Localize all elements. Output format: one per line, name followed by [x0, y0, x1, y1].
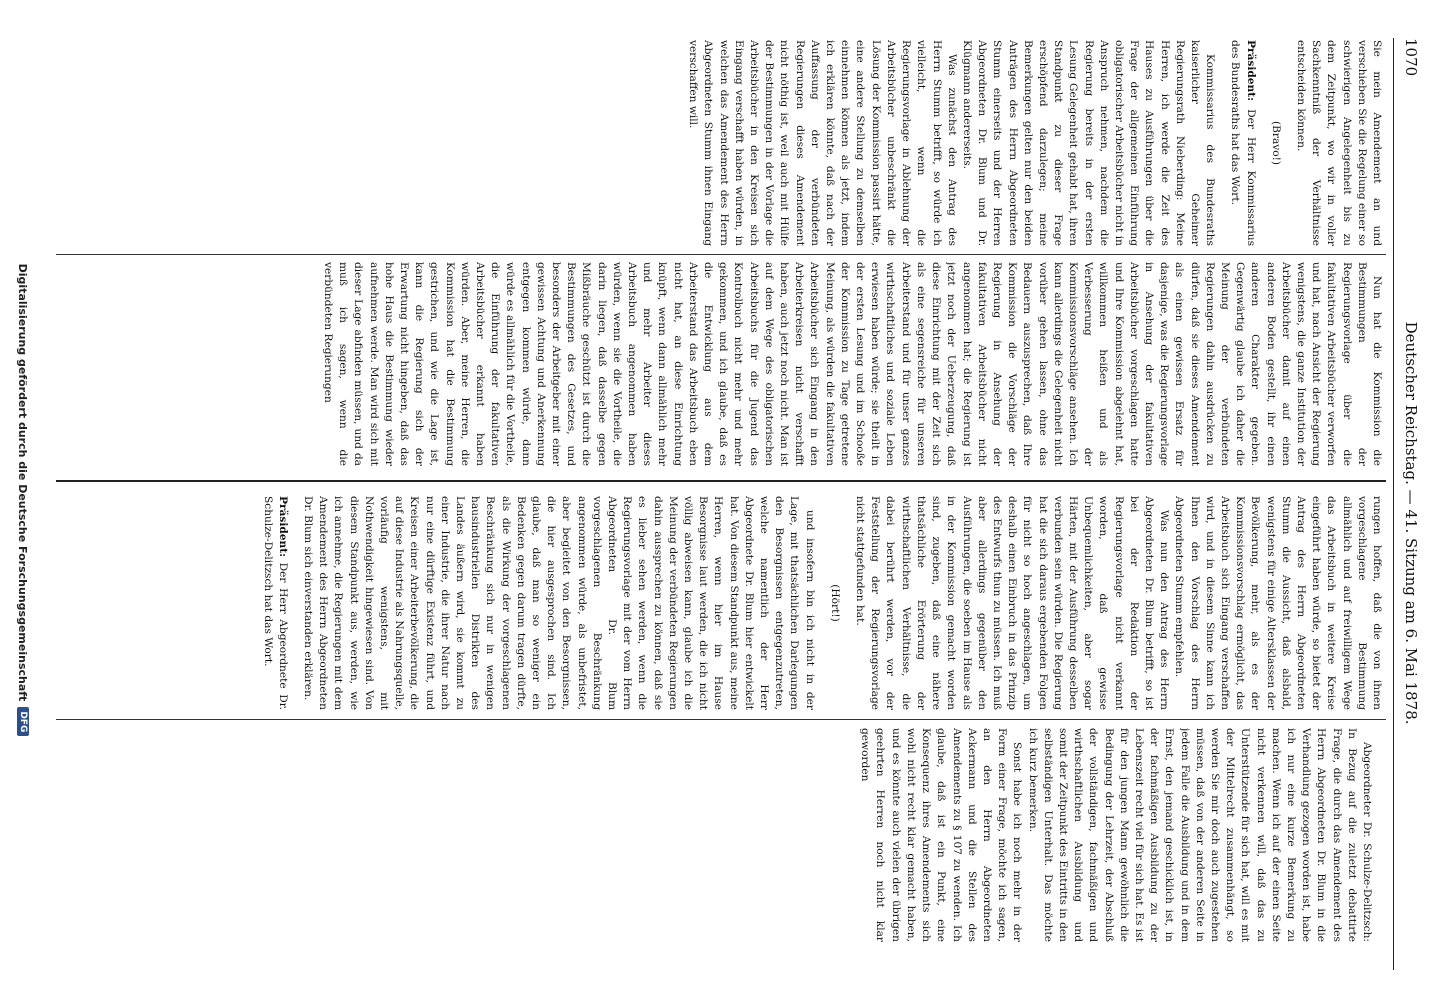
column-divider — [56, 254, 1386, 255]
page-center-divider — [56, 480, 1386, 482]
paragraph: Präsident: Der Herr Abgeordnete Dr. Schulze-Delitzsch hat das Wort. — [261, 496, 289, 710]
header-title: Deutscher Reichstag. — 41. Sitzung am 6. Mai 1878. — [1402, 321, 1420, 725]
paragraph: und insofern bin ich nicht in der Lage, mit thatsächlichen Darlegungen den Besorgnissen entgegenzutreten, welche namentlich der Herr Abgeordnete Dr. Blum hier entwickelt hat. Von diesem Standpunkt aus, meine Herren, wenn hier im Hause Besorgnisse laut werden, die ich nicht völlig abweisen kann, glaube ich die Meinung der verbündeten Regierungen dahin aussprechen zu können, daß sie es lieber sehen werden, wenn die Regierungsvorlage mit der vom Herrn Abgeordneten Dr. Blum vorgeschlagenen Beschränkung angenommen würde, als unbefristet, aber begleitet von den Besorgnissen, die hier ausgesprochen sind. Ich glaube, daß man so weniger ein Bedenken gegen darum tragen dürfte, als die Wirkung der vorgeschlagenen Beschränkung sich nur in wenigen hausindustriellen Distrikten des Landes äußern wird, sie kommt zu einer Industrie, die ihrer Natur nach nur eine dürftige Existenz führt, und Kreisen einer Arbeiterbevölkerung, die auf diese Industrie als Nahrungsquelle, vorläufig wenigstens, mit Nothwendigkeit hingewiesen sind. Von diesem Standpunkt aus, werden, wie ich annehme, die Regierungen mit dem Amendement des Herrn Abgeordneten Dr. Blum sich einverstanden erklären. — [301, 496, 816, 710]
paragraph: Nun hat die Kommission die Bestimmungen der Regierungsvorlage über die fakultativen Arbeitsbücher verworfen und hat, nach Ansicht der Regierung wenigstens, die ganze Institution der Arbeitsbücher damit auf einen anderen Boden gestellt, ihr einen anderen Charakter gegeben. Gegenwärtig glaube ich daher die Meinung der verbündeten Regierungen dahin ausdrücken zu dürfen, daß sie dieses Amendement als einen gewissen Ersatz für dasjenige, was die Regierungsvorlage in Ansehung der fakultativen Arbeitsbücher vorgeschlagen hatte und Ihre Kommission abgelehnt hat, willkommen heißen und als Verbesserung der Kommissionsvorschläge ansehen. Ich kann allerdings die Gelegenheit nicht vorüber gehen lassen, ohne das Bedauern auszusprechen, daß Ihre Kommission die Vorschläge der Regierung in Ansehung der fakultativen Arbeitsbücher nicht angenommen hat; die Regierung ist jetzt noch der Ueberzeugung, daß diese Einrichtung mit der Zeit sich als eine segensreiche für unseren Arbeiterstand und für unser ganzes wirthschaftliches und soziale Leben erwiesen haben würde; sie theilt in der ersten Lesung und im Schooße der Kommission zu Tage getretene Meinung, als würden die fakultativen Arbeitsbücher sich Eingang in den Arbeiterkreisen nicht verschafft haben, auch jetzt noch nicht. Man ist auf dem Wege des obligatorischen Arbeitsbuchs für die Jugend das Kontrolbuch nicht mehr und mehr gekommen, und ich glaube, daß es die Entwicklung aus dem Arbeiterstand das Arbeitsbuch eben nicht hat, an diese Einrichtung knüpft, wenn dann allmählich mehr und mehr Arbeiter dieses Arbeitsbuch angenommen haben würden, wenn sie die Vortheile, die darin liegen, daß dasselbe gegen Mißbräuche geschützt ist durch die Bestimmungen des Gesetzes, und besonders der Arbeitgeber mit einer gewissen Achtung und Anerkennung entgegen kommen würde, dann würde es allmählich für die Vortheile, die Einführung der fakultativen Arbeitsbücher erkannt haben würden. Aber, meine Herren, die Kommission hat die Bestimmung gestrichen, und wie die Lage ist, kann die Regierung sich der Erwartung nicht hingeben, daß das hohe Haus die Bestimmung wieder aufnehmen werde. Man wird sich mit dieser Lage abfinden müssen, und da muß ich sagen, wenn die verbündeten Regierungen — [321, 262, 1383, 466]
paragraph: Kommissarius des Bundesraths kaiserlicher Geheimer Regierungsrath Nieberding: Meine Herren, ich werde die Zeit des Hauses zu Ausführungen über die Frage der allgemeinen Einführung obligatorischer Arbeitsbücher nicht in Anspruch nehmen, nachdem die Regierung bereits in der ersten Lesung Gelegenheit gehabt hat, ihren Standpunkt zu dieser Frage erschöpfend darzulegen; meine Bemerkungen gelten nur den beiden Anträgen des Herrn Abgeordneten Stumm einerseits und der Herren Abgeordneten Dr. Blum und Dr. Klügmann andererseits. — [960, 40, 1217, 246]
text-column-4 — [64, 728, 1384, 942]
paragraph: Präsident: Der Herr Kommissarius des Bundesraths hat das Wort. — [1229, 40, 1257, 246]
page-header — [1396, 38, 1426, 970]
paragraph: Was zunächst den Antrag des Herrn Stumm betrifft, so würde ich vielleicht, wenn die Regierungsvorlage in Ablehnung der Arbeitsbücher unbeschränkt die Lösung der Kommission passirt hätte, eine andere Stellung zu demselben einnehmen können als jetzt, indem ich erklären könnte, daß nach der Auffassung der verbündeten Regierungen dieses Amendement nicht nöthig ist, weil auch mit Hülfe der Bestimmungen in der Vorlage die Arbeitsbücher in den Kreisen sich Eingang verschafft haben würden, in welchen das Amendement des Herrn Abgeordneten Stumm ihnen Eingang verschaffen will. — [687, 40, 958, 246]
text-column-1 — [64, 40, 1384, 246]
paragraph: (Hört!) — [828, 584, 841, 622]
paragraph: Abgeordneter Dr. Schulze-Delitzsch: In Bezug auf die zuletzt debattirte Frage, die durch das Amendement des Herrn Abgeordneten Dr. Blum in die Verhandlung gezogen worden ist, habe ich nur eine kurze Bemerkung zu machen. Wenn ich auf der einen Seite nicht verkennen will, daß das zu Unterstützende für sich hat, will es mit der Mittelrecht zusammenhängt, so werden Sie mir doch auch zugestehen müssen, daß von der anderen Seite in jedem Falle die Ausbildung und in dem Ernst, den jemand geschicklich ist, in der fachmäßigen Ausbildung zu der Lebenszeit recht viel für sich hat. Es ist für den jungen Mann gewöhnlich die Bedingung der Lehrzeit, der Abschluß der vollständigen, fachmäßigen und wirthschaftlichen Ausbildung und somit der Zeitpunkt des Eintritts in den selbständigen Unterhalt. Das möchte ich kurz bemerken. — [1026, 728, 1373, 942]
paragraph: Was nun den Antrag des Herrn Abgeordneten Dr. Blum betrifft, so ist bei der Redaktion der Regierungsvorlage nicht verkannt worden, daß gewisse Unbequemlichkeiten, aber sogar Härten, mit der Ausführung desselben verbunden sein würden. Die Regierung hat die sich daraus ergebenden Folgen für nicht so hoch angeschlagen, um deshalb einen Einbruch in das Prinzip des Entwurfs thun zu müssen. Ich muß aber allerdings gegenüber den Ausführungen, die soeben im Hause als in der Kommission gemacht worden sind, zugeben, daß eine nähere thatsächliche Erörterung der wirthschaftlichen Verhältnisse, die dabei berührt werden, vor der Feststellung der Regierungsvorlage nicht stattgefunden hat. — [854, 496, 1171, 710]
digitization-credit — [8, 0, 38, 1000]
column-divider — [56, 719, 1386, 720]
paragraph: Sonst habe ich noch mehr in der Form einer Frage, möchte ich sagen, an den Herrn Abgeordneten Ackermann und die Stellen des Amendements zu § 107 zu wenden. Ich glaube, daß ist ein Punkt, eine Konsequenz ihres Amendements sich wohl nicht recht klar gemacht haben, und es könnte auch vielen der übrigen geehrten Herren noch nicht klar geworden — [859, 728, 1024, 942]
text-column-2 — [64, 262, 1384, 466]
header-rule — [1393, 38, 1394, 970]
credit-text: Digitalisierung gefördert durch die Deutsche Forschungsgemeinschaft — [16, 263, 30, 702]
paragraph: rungen hoffen, daß die von ihnen vorgeschlagene Bestimmung allmählich und auf freiwilligem Wege das Arbeitsbuch in weitere Kreise eingeführt haben würde, so bietet der Antrag des Herrn Abgeordneten Stumm die Aussicht, daß alsbald, wenigstens für einige Altersklassen der Bevölkerung, mehr, als es der Kommissionsvorschlag ermöglicht, das Arbeitsbuch sich Eingang verschaffen wird, und in diesem Sinne kann ich Ihnen den Vorschlag des Herrn Abgeordneten Stumm empfehlen. — [1173, 496, 1383, 710]
paragraph: Sie mein Amendement an und verschieben Sie die Regelung einer so schwierigen Angelegenheit bis zu dem Zeitpunkt, wo wir in voller Sachkenntniß der Verhältnisse entscheiden können. — [1294, 40, 1383, 246]
paragraph: (Bravo!) — [1269, 120, 1282, 166]
page-number: 1070 — [1402, 38, 1420, 77]
speaker-label: Präsident: — [276, 496, 289, 558]
dfg-logo: DFG — [17, 707, 29, 736]
speaker-label: Präsident: — [1244, 40, 1257, 102]
text-column-3 — [64, 496, 1384, 710]
newspaper-page — [42, 0, 1432, 1000]
